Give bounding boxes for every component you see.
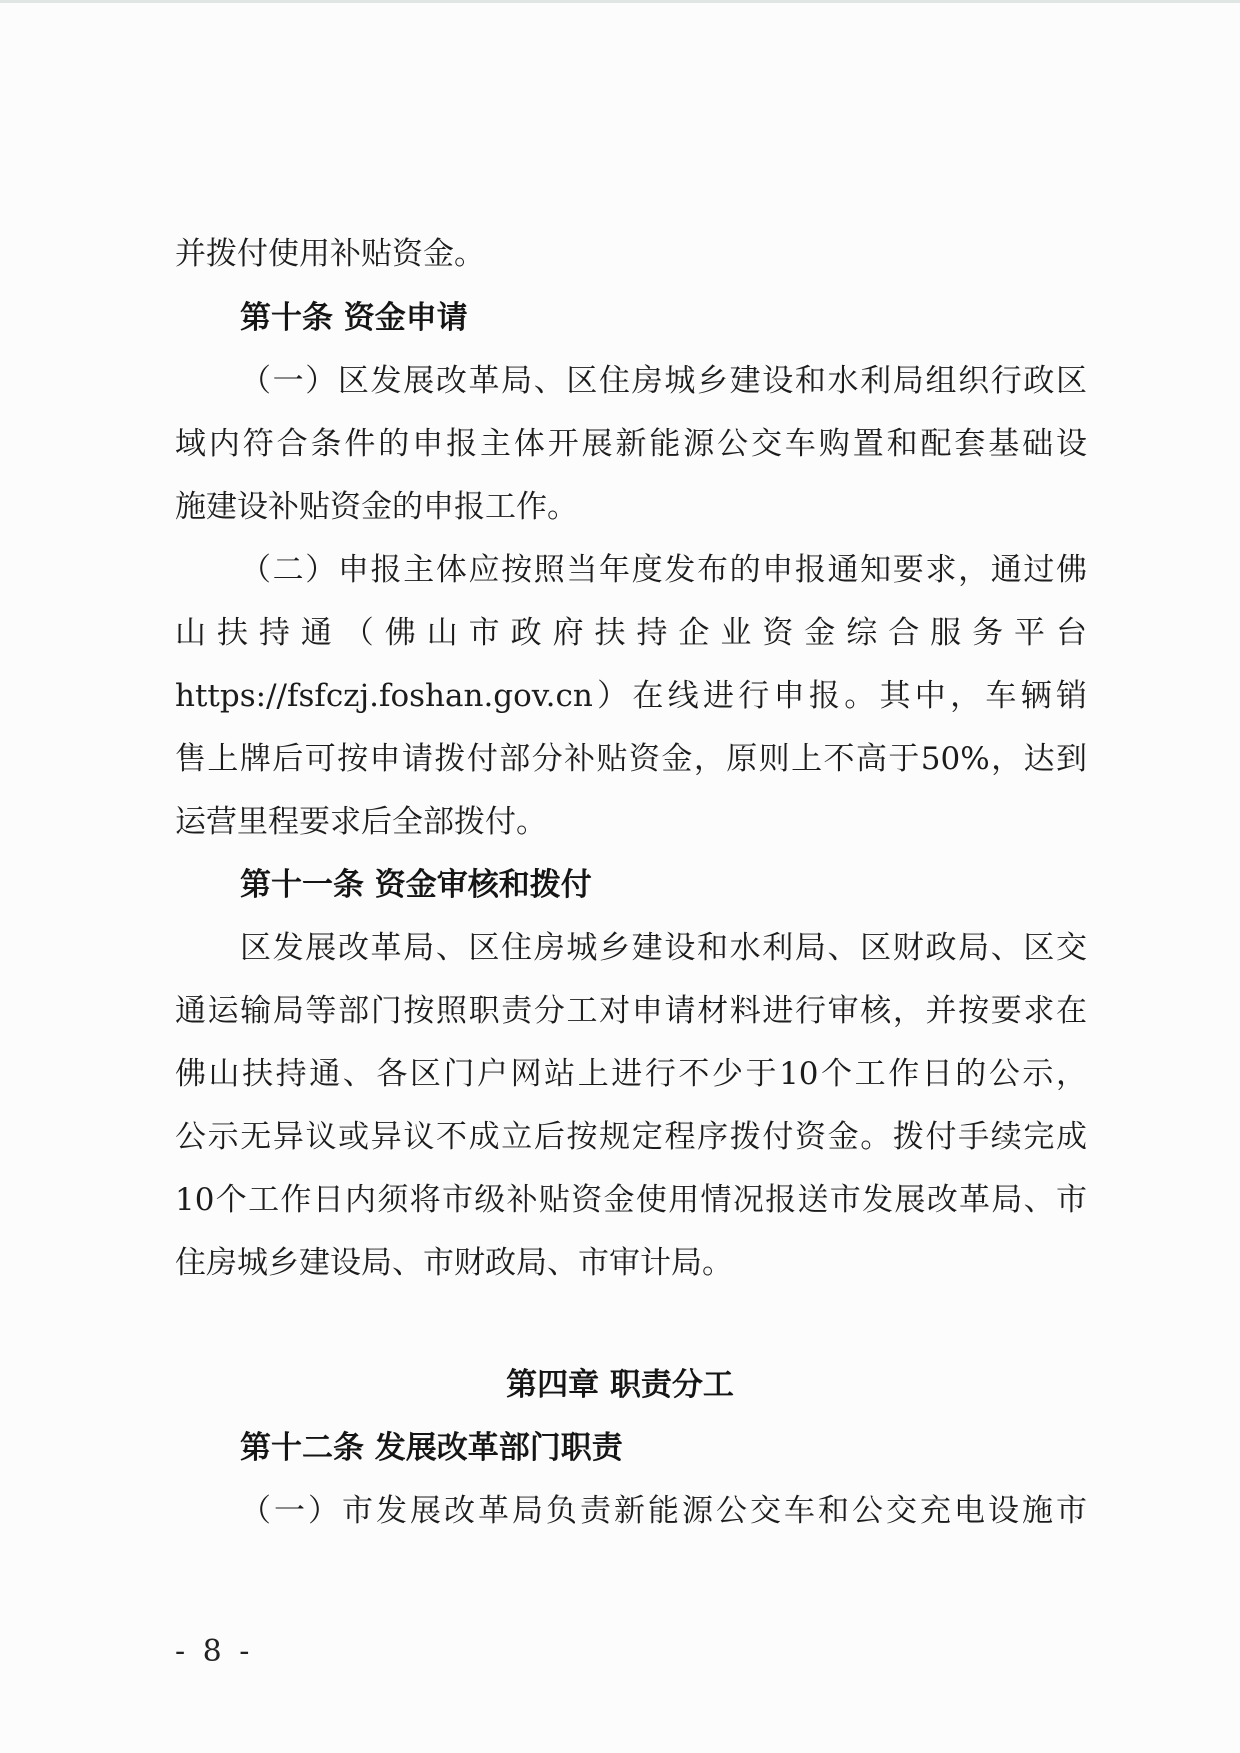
article-10-para-1-line-1: （一）区发展改革局、区住房城乡建设和水利局组织行政区 — [240, 363, 1087, 399]
scan-edge — [0, 0, 1240, 3]
article-10-para-1-line-3: 施建设补贴资金的申报工作。 — [175, 489, 578, 525]
article-10-para-1-line-2: 域内符合条件的申报主体开展新能源公交车购置和配套基础设 — [175, 426, 1087, 462]
chapter-4-title: 第四章 职责分工 — [506, 1367, 734, 1403]
article-11-para-1-line-2: 通运输局等部门按照职责分工对申请材料进行审核，并按要求在 — [175, 993, 1087, 1029]
article-11-para-1-line-3: 佛山扶持通、各区门户网站上进行不少于10个工作日的公示， — [175, 1056, 1087, 1092]
article-11-para-1-line-6: 住房城乡建设局、市财政局、市审计局。 — [175, 1245, 733, 1281]
article-11-para-1-line-1: 区发展改革局、区住房城乡建设和水利局、区财政局、区交 — [240, 930, 1087, 966]
article-11-para-1-line-4: 公示无异议或异议不成立后按规定程序拨付资金。拨付手续完成 — [175, 1119, 1087, 1155]
article-10-para-2-line-2: 山扶持通（佛山市政府扶持企业资金综合服务平台 — [175, 615, 1087, 651]
article-11-para-1-line-5: 10个工作日内须将市级补贴资金使用情况报送市发展改革局、市 — [175, 1182, 1087, 1218]
continuation-line: 并拨付使用补贴资金。 — [175, 236, 485, 272]
page-number: - 8 - — [175, 1634, 254, 1669]
article-10-para-2-line-5: 运营里程要求后全部拨付。 — [175, 804, 547, 840]
article-10-heading: 第十条 资金申请 — [240, 300, 468, 336]
article-12-para-1-line-1: （一）市发展改革局负责新能源公交车和公交充电设施市 — [240, 1493, 1087, 1529]
article-10-para-2-line-4: 售上牌后可按申请拨付部分补贴资金，原则上不高于50%，达到 — [175, 741, 1087, 777]
article-10-para-2-line-1: （二）申报主体应按照当年度发布的申报通知要求，通过佛 — [240, 552, 1087, 588]
article-11-heading: 第十一条 资金审核和拨付 — [240, 867, 592, 903]
article-10-para-2-line-3: https://fsfczj.foshan.gov.cn）在线进行申报。其中，车辆销 — [175, 678, 1087, 714]
article-12-heading: 第十二条 发展改革部门职责 — [240, 1430, 623, 1466]
